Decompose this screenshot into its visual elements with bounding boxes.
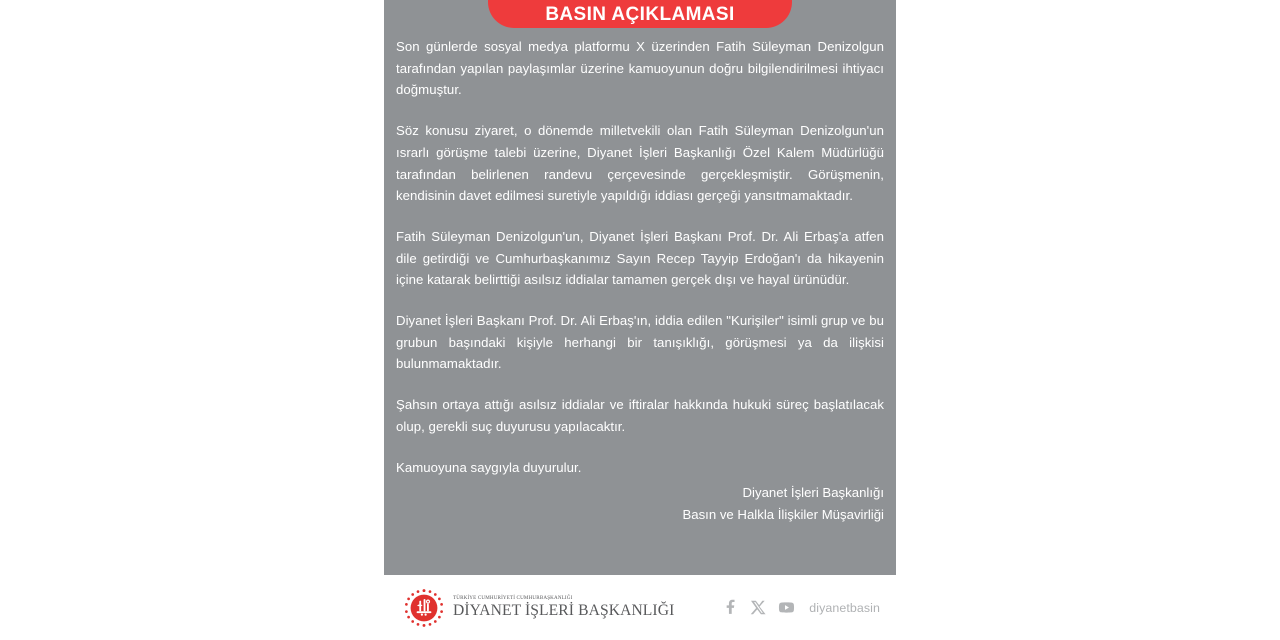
social-links bbox=[722, 599, 880, 616]
statement-card bbox=[384, 0, 896, 575]
statement-body bbox=[396, 36, 884, 526]
x-twitter-icon[interactable] bbox=[750, 599, 767, 616]
press-release-badge bbox=[488, 0, 792, 28]
social-handle-label: diyanetbasin bbox=[809, 600, 880, 615]
signature-organization: Diyanet İşleri Başkanlığı bbox=[742, 485, 884, 501]
signature-department: Basın ve Halkla İlişkiler Müşavirliği bbox=[682, 506, 884, 522]
brand-lockup bbox=[402, 586, 674, 630]
statement-paragraph-2: Söz konusu ziyaret, o dönemde milletvekili olan Fatih Süleyman Denizolgun'un ısrarlı görüşme talebi üzerine, Diyanet İşleri Başkanlığı Özel Kalem Müdürlüğü tarafından belirlenen randevu çerçevesinde gerçekleşmiştir. Görüşmenin, kendisinin davet edilmesi suretiyle yapıldığı iddiası gerçeği yansıtmamaktadır. bbox=[396, 123, 884, 204]
press-release-title: BASIN AÇIKLAMASI bbox=[545, 4, 735, 25]
statement-closing-line: Kamuoyuna saygıyla duyurulur. bbox=[396, 459, 582, 475]
youtube-icon[interactable] bbox=[778, 599, 795, 616]
facebook-icon[interactable] bbox=[722, 599, 739, 616]
statement-paragraph-1: Son günlerde sosyal medya platformu X üzerinden Fatih Süleyman Denizolgun tarafından yapılan paylaşımlar üzerine kamuoyunun doğru bilgilendirilmesi ihtiyacı doğmuştur. bbox=[396, 39, 884, 98]
statement-paragraph-3: Fatih Süleyman Denizolgun'un, Diyanet İşleri Başkanı Prof. Dr. Ali Erbaş'a atfen dile getirdiği ve Cumhurbaşkanımız Sayın Recep Tayyip Erdoğan'ı da hikayenin içine katarak belirttiği asılsız iddialar tamamen gerçek dışı ve hayal ürünüdür. bbox=[396, 228, 884, 288]
press-release-poster bbox=[384, 0, 896, 640]
statement-paragraph-5: Şahsın ortaya attığı asılsız iddialar ve iftiralar hakkında hukuki süreç başlatılacak olup, gerekli suç duyurusu yapılacaktır. bbox=[396, 397, 884, 434]
diyanet-logo-icon bbox=[402, 586, 446, 630]
brand-institution-line: DİYANET İŞLERİ BAŞKANLIĞI bbox=[453, 602, 675, 620]
statement-paragraph-4: Diyanet İşleri Başkanı Prof. Dr. Ali Erbaş'ın, iddia edilen "Kurişiler" isimli grup ve bu grubun başındaki kişiyle herhangi bir tanışıklığı, görüşmesi ya da ilişkisi bulunmamaktadır. bbox=[396, 313, 884, 372]
statement-signature bbox=[396, 482, 884, 525]
poster-footer bbox=[384, 575, 896, 640]
brand-text-block bbox=[453, 596, 674, 619]
brand-presidency-line: TÜRKİYE CUMHURİYETİ CUMHURBAŞKANLIĞI bbox=[453, 595, 573, 602]
